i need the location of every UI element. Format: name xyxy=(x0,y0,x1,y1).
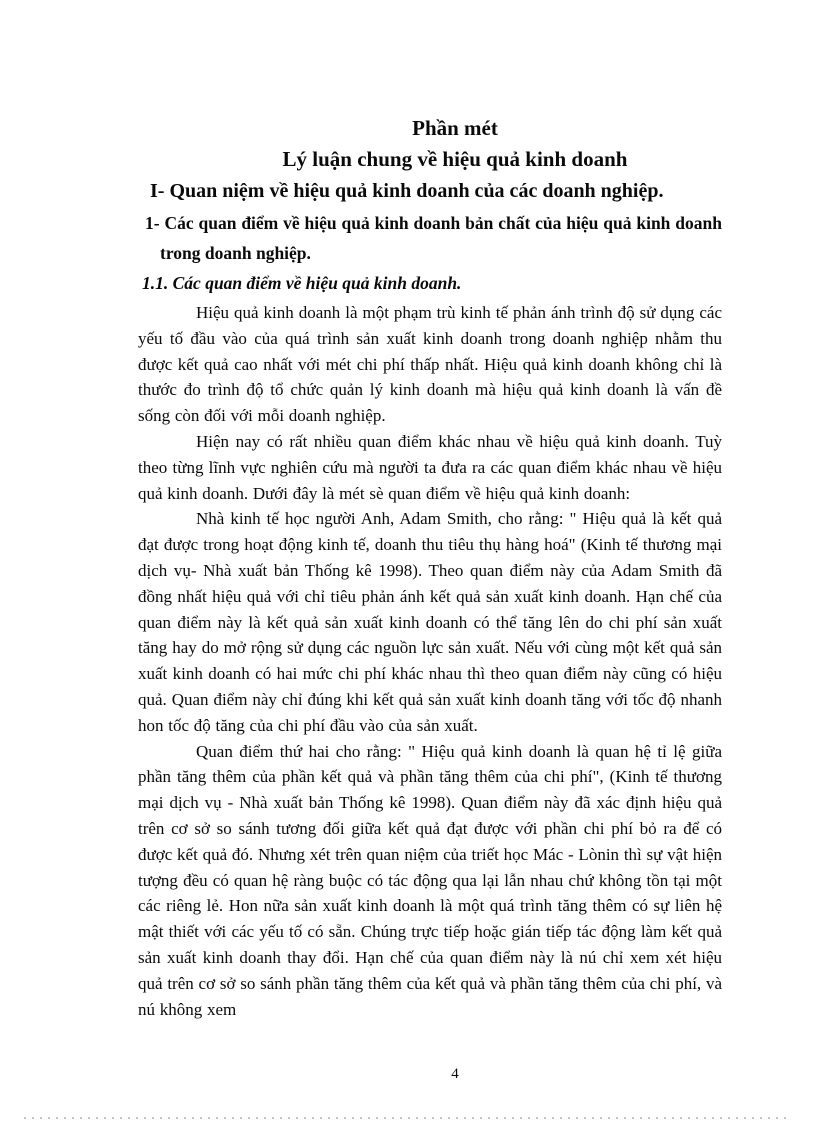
page-bottom-dotted-border xyxy=(24,1117,792,1119)
page-content xyxy=(138,113,722,1022)
part-title: Phần mét xyxy=(412,116,498,140)
page-number: 4 xyxy=(451,1066,459,1082)
body-paragraph: Quan điểm thứ hai cho rằng: " Hiệu quả kinh doanh là quan hệ tỉ lệ giữa phần tăng thêm của phần kết quả và phần tăng thêm của chi phí", (Kinh tế thương mại dịch vụ - Nhà xuất bản Thống kê 1998). Quan điểm này đã xác định hiệu quả trên cơ sở so sánh tương đối giữa kết quả đạt được với phần chi phí bỏ ra để có được kết quả đó. Nhưng xét trên quan niệm của triết học Mác - Lònin thì sự vật hiện tượng đều có quan hệ ràng buộc có tác động qua lại lẫn nhau chứ không tồn tại một các riêng lẻ. Hon nữa sản xuất kinh doanh là một quá trình tăng thêm có sự liên hệ mật thiết với các yếu tố có sẵn. Chúng trực tiếp hoặc gián tiếp tác động làm kết quả sản xuất kinh doanh thay đổi. Hạn chế của quan điểm này là nú chỉ xem xét hiệu quả trên cơ sở so sánh phần tăng thêm của kết quả và phần tăng thêm của chi phí, và nú không xem xyxy=(138,741,722,1019)
body-paragraph: Hiện nay có rất nhiều quan điểm khác nhau về hiệu quả kinh doanh. Tuỳ theo từng lĩnh vực nghiên cứu mà người ta đưa ra các quan điểm khác nhau về hiệu quả kinh doanh. Dưới đây là mét sè quan điểm về hiệu quả kinh doanh: xyxy=(138,431,722,503)
body-paragraph: Nhà kinh tế học người Anh, Adam Smith, cho rằng: " Hiệu quả là kết quả đạt được trong hoạt động kinh tế, doanh thu tiêu thụ hàng hoá" (Kinh tế thương mại dịch vụ- Nhà xuất bản Thống kê 1998). Theo quan điểm này của Adam Smith đã đồng nhất hiệu quả với chỉ tiêu phản ánh kết quả sản xuất kinh doanh. Hạn chế của quan điểm này là kết quả sản xuất kinh doanh có thể tăng lên do chi phí sản xuất tăng hay do mở rộng sử dụng các nguồn lực sản xuất. Nếu với cùng một kết quả sản xuất kinh doanh có hai mức chi phí khác nhau thì theo quan điểm này cũng có hiệu quả. Quan điểm này chỉ đúng khi kết quả sản xuất kinh doanh tăng với tốc độ nhanh hon tốc độ tăng của chi phí đầu vào của sản xuất. xyxy=(138,509,722,735)
body-paragraphs xyxy=(138,300,722,1022)
subsubsection-heading: 1.1. Các quan điểm về hiệu quả kinh doanh. xyxy=(142,273,462,293)
subsection-heading: 1- Các quan điểm về hiệu quả kinh doanh bản chất của hiệu quả kinh doanh trong doanh nghiệp. xyxy=(145,213,722,263)
body-paragraph: Hiệu quả kinh doanh là một phạm trù kinh tế phản ánh trình độ sử dụng các yếu tố đầu vào của quá trình sản xuất kinh doanh trong doanh nghiệp nhằm thu được kết quả cao nhất với mét chi phí thấp nhất. Hiệu quả kinh doanh không chỉ là thước đo trình độ tổ chức quản lý kinh doanh mà hiệu quả kinh doanh là vấn đề sống còn đối với mỗi doanh nghiệp. xyxy=(138,303,722,426)
chapter-title: Lý luận chung về hiệu quả kinh doanh xyxy=(282,147,628,171)
section-heading: I- Quan niệm về hiệu quả kinh doanh của các doanh nghiệp. xyxy=(150,180,664,202)
